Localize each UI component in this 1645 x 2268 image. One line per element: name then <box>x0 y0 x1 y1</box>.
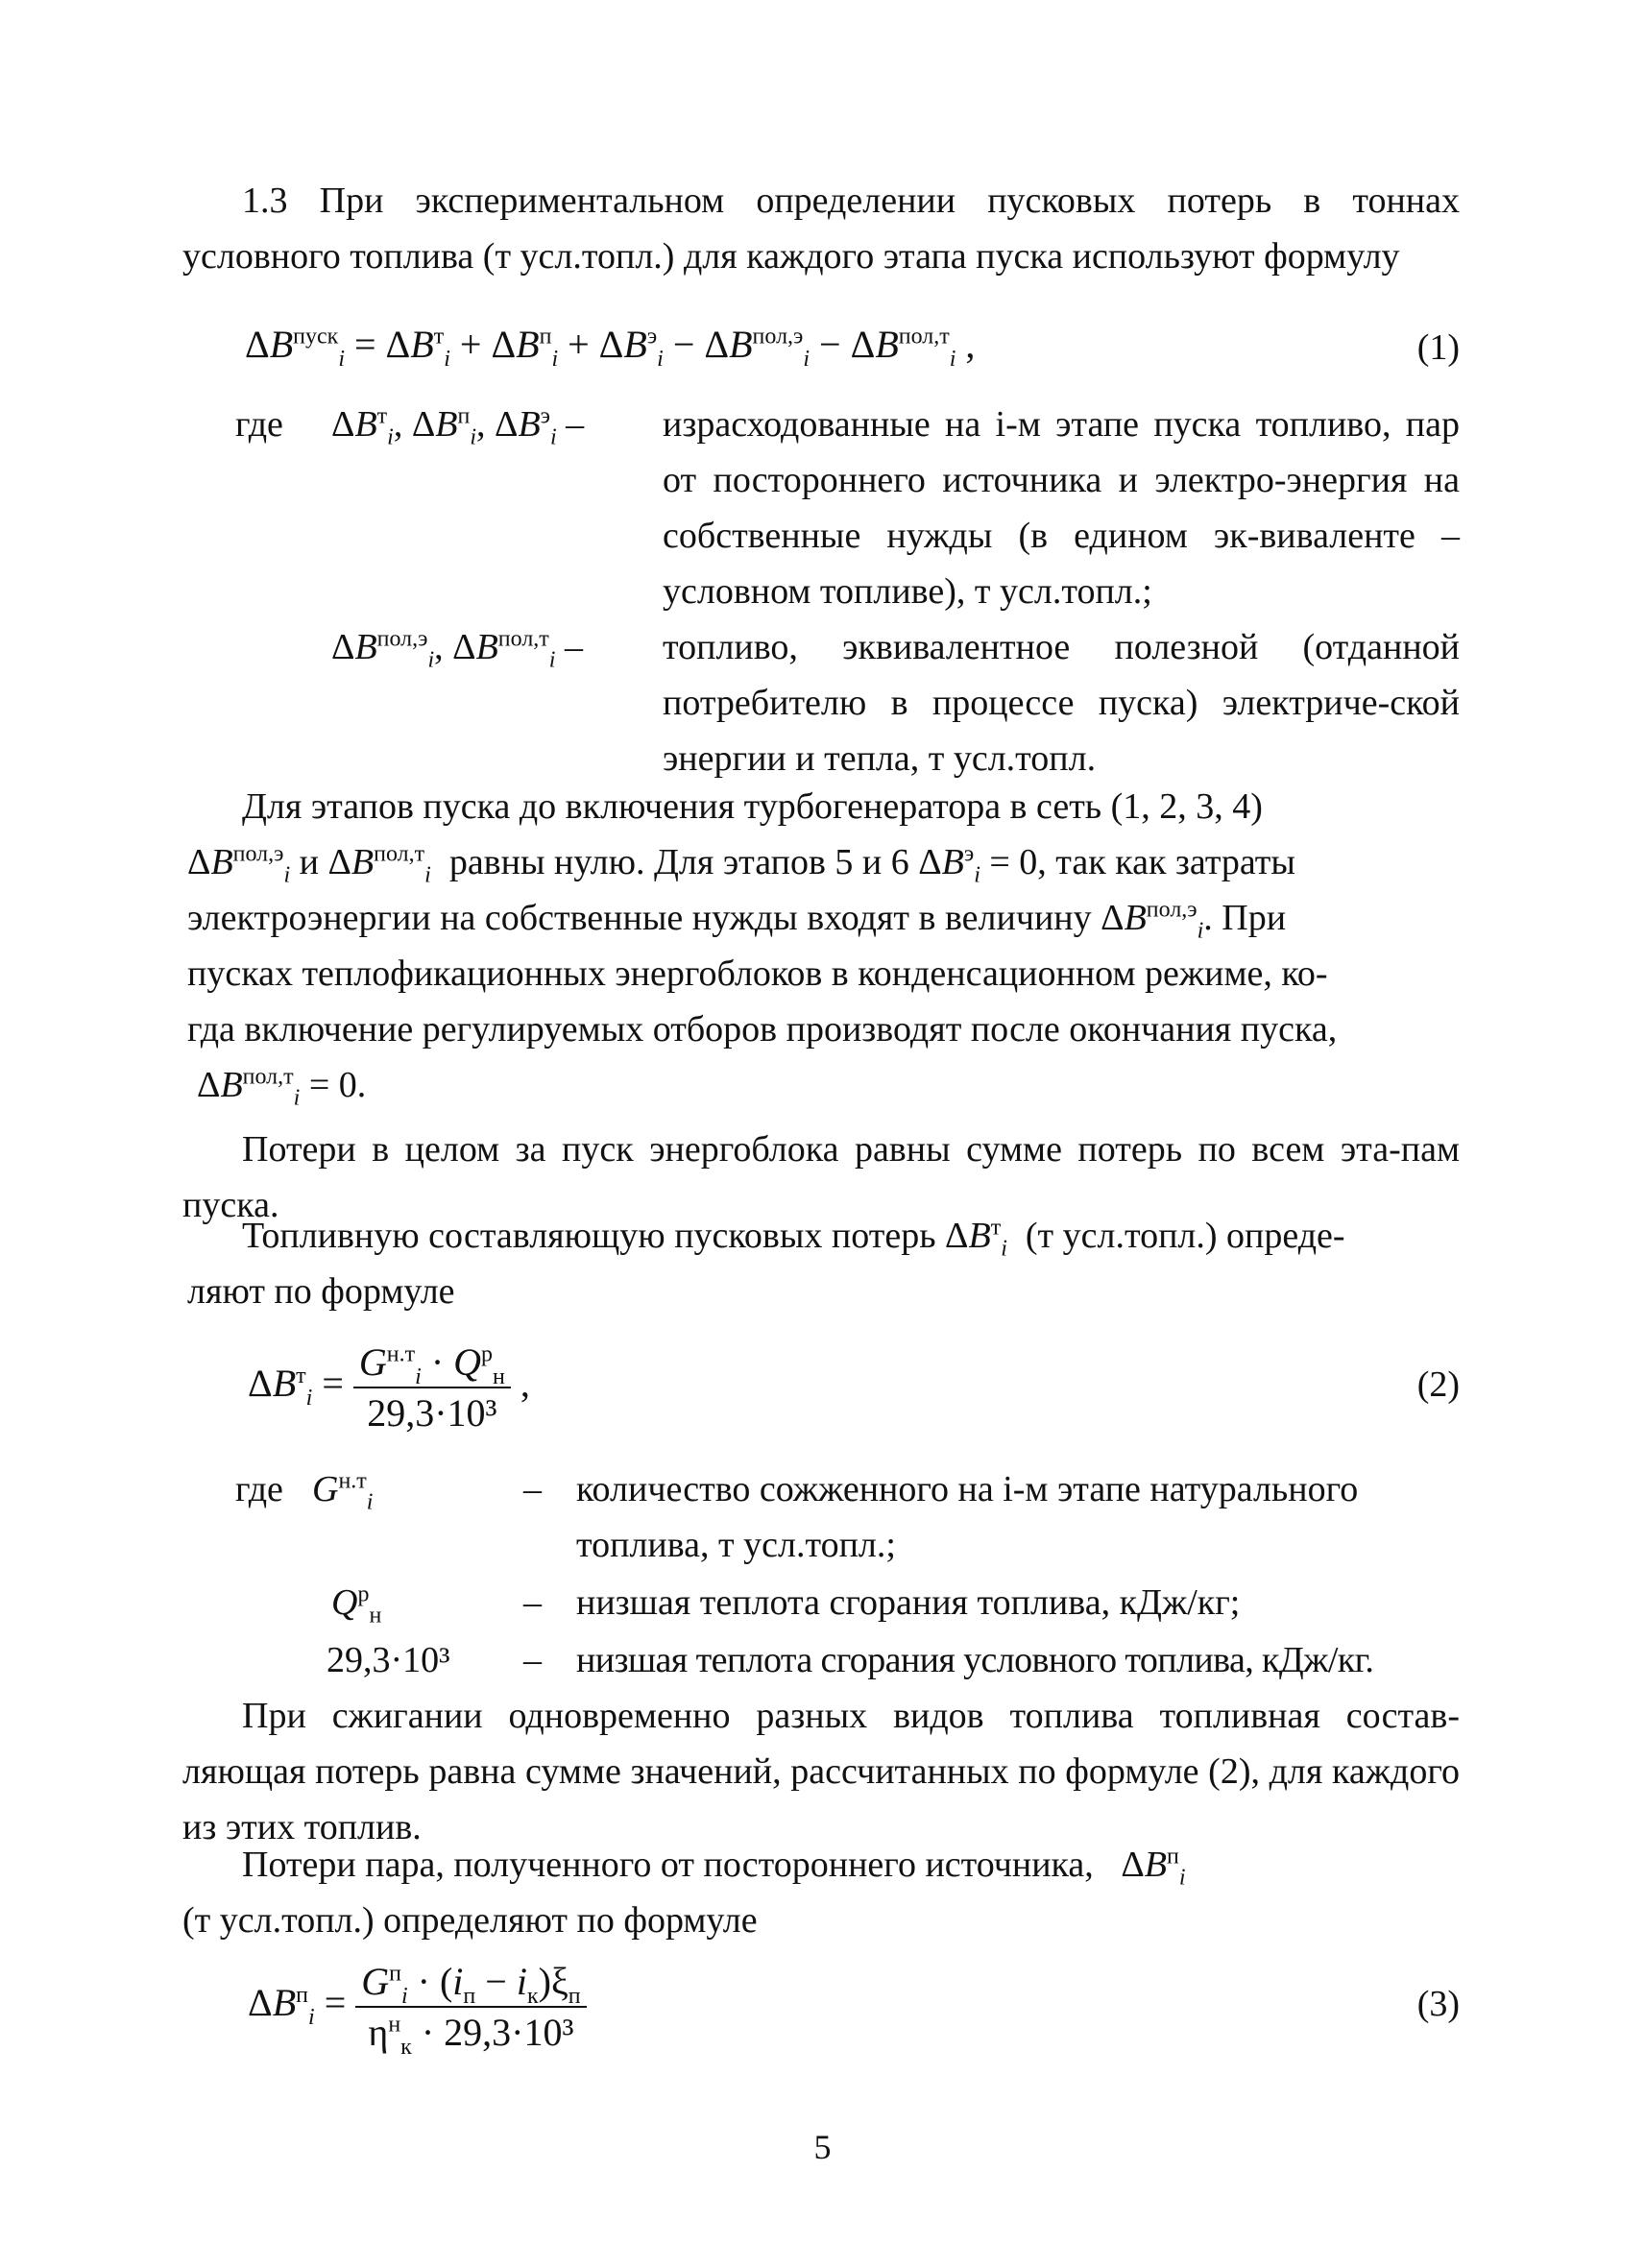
para2-line5: гда включение регулируемых отборов производят после окончания пуска, <box>187 1009 1338 1050</box>
para2-line4: пусках теплофикационных энергоблоков в конденсационном режиме, ко- <box>187 953 1328 994</box>
para2-line6: $\Delta B^{пол,т}_i = 0$. <box>197 1064 367 1111</box>
definition-Q-text: низшая теплота сгорания топлива, кДж/кг; <box>576 1582 1241 1623</box>
para2-equals-zero: = 0. <box>308 1065 367 1105</box>
para4-line2: ляют по формуле <box>187 1271 455 1312</box>
definition-2-symbols: $\Delta B^{пол,э}_i$, $\Delta B^{пол,т}_i$ – <box>331 626 583 673</box>
para2-zero-text: равны нулю. Для этапов 5 и 6 <box>448 842 909 882</box>
equation-2: $\Delta B^т_i$ = $\frac{G^{н.т}_i \cdot Q^р_н}{\text{29,3·10³}}$ , <box>248 1340 530 1435</box>
para2-line2: $\Delta B^{пол,э}_i$ и $\Delta B^{пол,т}_i$ равны нулю. Для этапов 5 и 6 $\Delta B^э_i = 0$, так как затраты <box>187 841 1295 888</box>
definition-1-text: израсходованные на i-м этапе пуска топливо, пар от постороннего источника и электро-энергия на собственные нужды (в едином эк-виваленте – условном топливе), т усл.топл.; <box>663 404 1460 612</box>
equation-2-fraction: $\frac{G^{н.т}_i \cdot Q^р_н}{\text{29,3·10³}}$ <box>353 1339 511 1436</box>
para2-pri: . При <box>1203 898 1287 938</box>
definition-G-text-1: количество сожженного на i-м этапе натурального <box>576 1469 1359 1509</box>
equation-3-denominator: 29,3·10³ <box>444 2011 574 2054</box>
para2-electro-text: электроэнергии на собственные нужды входят в величину <box>187 898 1092 938</box>
equation-3-fraction: $\frac{G^п_i \cdot (i_п - i_к)\xi_п}{\eta^н_к \cdot 29,3\cdot 10^3}$ <box>355 1959 586 2055</box>
equation-2-denominator: 29,3·10³ <box>367 1391 497 1435</box>
page-number: 5 <box>813 2128 832 2166</box>
para4-start: Топливную составляющую пусковых потерь <box>242 1216 936 1256</box>
para2-line1: Для этапов пуска до включения турбогенератора в сеть (1, 2, 3, 4) <box>242 786 1263 827</box>
equation-2-number: (2) <box>1416 1364 1460 1405</box>
para4-line1: Топливную составляющую пусковых потерь $\Delta B^т_i$ (т усл.топл.) опреде- <box>242 1215 1345 1262</box>
definition-const-dash: – <box>523 1640 542 1680</box>
para6-line1: Потери пара, полученного от постороннего источника, $\Delta B^п_i$ <box>242 1844 1186 1891</box>
paragraph-1: 1.3 При экспериментальном определении пусковых потерь в тоннах условного топлива (т усл.топл.) для каждого этапа пуска используют формулу <box>182 181 1460 277</box>
para2-cost-text: = 0, так как затраты <box>989 842 1295 882</box>
equation-1-number: (1) <box>1416 327 1460 368</box>
definition-const-symbol: 29,3·10³ <box>327 1640 450 1680</box>
para6-start: Потери пара, полученного от постороннего источника, <box>242 1845 1094 1885</box>
para6-line2: (т усл.топл.) определяют по формуле <box>182 1900 758 1941</box>
definition-const-text: низшая теплота сгорания условного топлива, кДж/кг. <box>576 1640 1374 1680</box>
definition-Q-dash: – <box>523 1582 542 1623</box>
equation-3: $\Delta B^п_i$ = $\frac{G^п_i \cdot (i_п - i_к)\xi_п}{\eta^н_к \cdot 29,3\cdot 10^3}$ <box>248 1959 587 2055</box>
para2-and: и <box>299 842 319 882</box>
definition-G-text-2: топлива, т усл.топл.; <box>576 1525 896 1565</box>
definition-G-dash: – <box>523 1469 542 1509</box>
equation-1: $\Delta B^{пуск}_i = \Delta B^т_i + \Delta B^п_i + \Delta B^э_i - \Delta B^{пол,э}_i - \Delta B^{пол,т}_i$ , <box>245 323 976 372</box>
definition-Q-symbol: $Q^р_н$ <box>331 1581 382 1629</box>
definition-G-symbol: $G^{н.т}_i$ <box>312 1468 374 1515</box>
paragraph-5: При сжигании одновременно разных видов топлива топливная состав-ляющая потерь равна сумме значений, рассчитанных по формуле (2), для каждого из этих топлив. <box>182 1696 1460 1847</box>
paragraph-3: Потери в целом за пуск энергоблока равны сумме потерь по всем эта-пам пуска. <box>182 1129 1460 1225</box>
definition-2-text: топливо, эквивалентное полезной (отданной потребителю в процессе пуска) электриче-ской энергии и тепла, т усл.топл. <box>663 627 1460 779</box>
equation-3-number: (3) <box>1416 1984 1460 2024</box>
where-label-2: где <box>235 1469 283 1509</box>
definition-1-symbols: $\Delta B^т_i$, $\Delta B^п_i$, $\Delta B^э_i$ – <box>331 403 585 450</box>
para2-line3: электроэнергии на собственные нужды входят в величину $\Delta B^{пол,э}_i$. При <box>187 897 1287 944</box>
where-label: где <box>235 404 283 445</box>
para4-end: (т усл.топл.) опреде- <box>1025 1216 1345 1256</box>
